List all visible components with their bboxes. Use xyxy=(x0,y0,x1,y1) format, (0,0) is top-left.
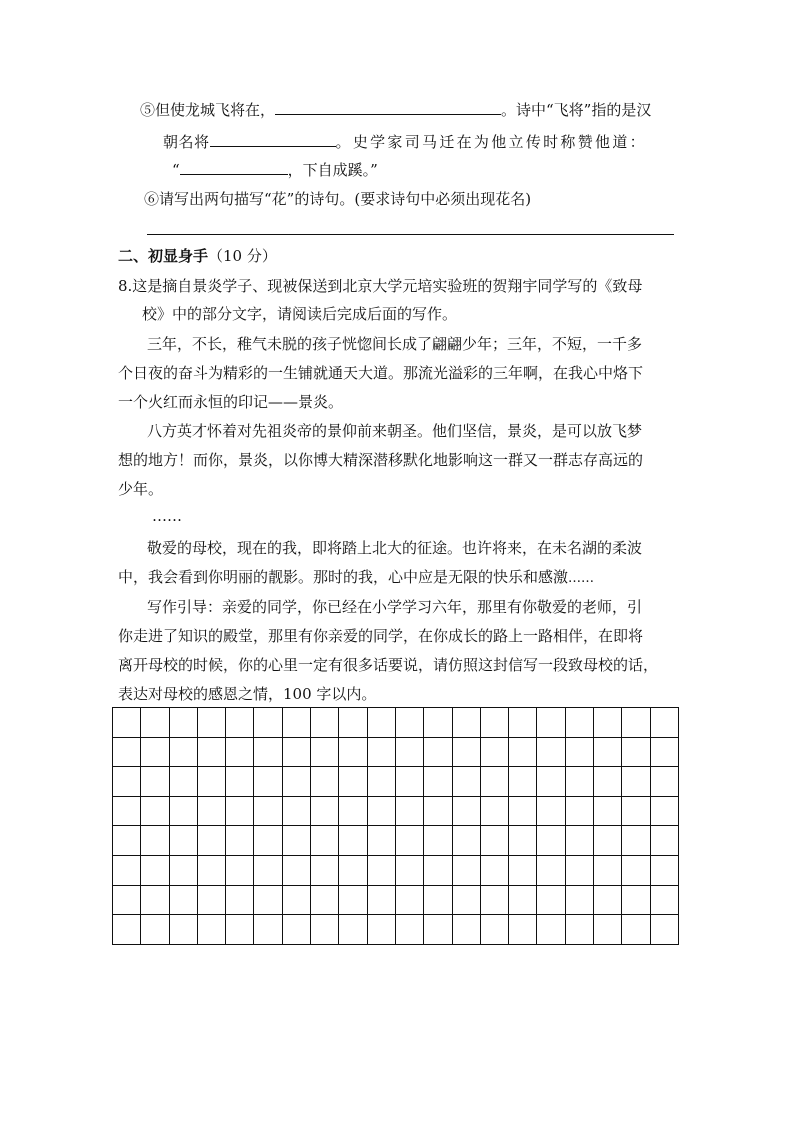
grid-cell[interactable] xyxy=(113,708,141,738)
grid-cell[interactable] xyxy=(141,767,169,797)
grid-cell[interactable] xyxy=(396,708,424,738)
q8-p1-2: 个日夜的奋斗为精彩的一生铺就通天大道。那流光溢彩的三年啊，在我心中烙下 xyxy=(118,364,644,382)
grid-cell[interactable] xyxy=(396,767,424,797)
grid-cell[interactable] xyxy=(481,797,509,827)
grid-cell[interactable] xyxy=(198,886,226,916)
grid-cell[interactable] xyxy=(651,826,679,856)
grid-cell[interactable] xyxy=(566,708,594,738)
grid-cell[interactable] xyxy=(170,826,198,856)
q5-line-2 xyxy=(163,132,647,152)
grid-cell[interactable] xyxy=(141,856,169,886)
grid-cell[interactable] xyxy=(424,856,452,886)
grid-cell[interactable] xyxy=(509,738,537,768)
grid-cell[interactable] xyxy=(368,915,396,945)
grid-cell[interactable] xyxy=(481,856,509,886)
q8-intro-2: 校》中的部分文字，请阅读后完成后面的写作。 xyxy=(142,305,458,323)
grid-cell[interactable] xyxy=(339,708,367,738)
grid-cell[interactable] xyxy=(141,708,169,738)
grid-cell[interactable] xyxy=(254,797,282,827)
grid-cell[interactable] xyxy=(113,826,141,856)
grid-cell[interactable] xyxy=(311,915,339,945)
grid-cell[interactable] xyxy=(453,915,481,945)
grid-cell[interactable] xyxy=(254,826,282,856)
grid-cell[interactable] xyxy=(226,886,254,916)
grid-cell[interactable] xyxy=(509,915,537,945)
grid-cell[interactable] xyxy=(622,826,650,856)
q8-guide-2: 你走进了知识的殿堂，那里有你亲爱的同学，在你成长的路上一路相伴，在即将 xyxy=(118,627,644,645)
grid-cell[interactable] xyxy=(198,915,226,945)
grid-cell[interactable] xyxy=(509,826,537,856)
q8-guide-1: 写作引导：亲爱的同学，你已经在小学学习六年，那里有你敬爱的老师，引 xyxy=(147,598,643,616)
grid-cell[interactable] xyxy=(254,767,282,797)
grid-cell[interactable] xyxy=(651,738,679,768)
grid-cell[interactable] xyxy=(651,886,679,916)
grid-cell[interactable] xyxy=(424,886,452,916)
grid-cell[interactable] xyxy=(594,856,622,886)
q8-intro-1: 8.这是摘自景炎学子、现被保送到北京大学元培实验班的贺翔宇同学写的《致母 xyxy=(118,277,643,295)
q5-mid: 。诗中“飞将”指的是汉 xyxy=(501,101,652,119)
grid-cell[interactable] xyxy=(537,767,565,797)
q5-blank-3[interactable] xyxy=(180,160,288,175)
grid-cell[interactable] xyxy=(424,738,452,768)
grid-cell[interactable] xyxy=(254,856,282,886)
grid-cell[interactable] xyxy=(537,856,565,886)
grid-cell[interactable] xyxy=(594,738,622,768)
grid-cell[interactable] xyxy=(509,708,537,738)
grid-cell[interactable] xyxy=(481,738,509,768)
grid-cell[interactable] xyxy=(198,767,226,797)
grid-cell[interactable] xyxy=(537,797,565,827)
grid-cell[interactable] xyxy=(283,738,311,768)
grid-cell[interactable] xyxy=(396,915,424,945)
grid-cell[interactable] xyxy=(566,915,594,945)
grid-cell[interactable] xyxy=(254,915,282,945)
grid-cell[interactable] xyxy=(453,708,481,738)
grid-cell[interactable] xyxy=(141,738,169,768)
grid-cell[interactable] xyxy=(339,886,367,916)
grid-cell[interactable] xyxy=(481,886,509,916)
grid-cell[interactable] xyxy=(170,708,198,738)
grid-cell[interactable] xyxy=(368,826,396,856)
grid-cell[interactable] xyxy=(198,856,226,886)
q5-line-3 xyxy=(172,160,378,180)
q8-p2-3: 少年。 xyxy=(118,480,164,498)
grid-cell[interactable] xyxy=(424,826,452,856)
grid-cell[interactable] xyxy=(283,915,311,945)
grid-cell[interactable] xyxy=(424,767,452,797)
grid-cell[interactable] xyxy=(170,738,198,768)
grid-cell[interactable] xyxy=(622,767,650,797)
grid-cell[interactable] xyxy=(254,886,282,916)
grid-cell[interactable] xyxy=(254,738,282,768)
grid-cell[interactable] xyxy=(651,797,679,827)
grid-cell[interactable] xyxy=(311,797,339,827)
q5-line3-open: “ xyxy=(172,161,180,179)
q5-blank-2[interactable] xyxy=(210,132,336,147)
grid-cell[interactable] xyxy=(226,915,254,945)
q8-guide-3: 离开母校的时候，你的心里一定有很多话要说，请仿照这封信写一段致母校的话， xyxy=(118,656,659,674)
grid-cell[interactable] xyxy=(622,797,650,827)
grid-cell[interactable] xyxy=(396,886,424,916)
grid-cell[interactable] xyxy=(339,797,367,827)
q6-answer-line[interactable] xyxy=(147,234,674,235)
grid-cell[interactable] xyxy=(509,797,537,827)
grid-cell[interactable] xyxy=(368,856,396,886)
grid-cell[interactable] xyxy=(283,797,311,827)
grid-cell[interactable] xyxy=(424,708,452,738)
grid-cell[interactable] xyxy=(311,826,339,856)
q5-line2-start: 朝名将 xyxy=(163,133,210,151)
grid-cell[interactable] xyxy=(283,767,311,797)
q5-line3-end: ，下自成蹊。” xyxy=(287,161,378,179)
grid-cell[interactable] xyxy=(537,886,565,916)
q8-ellipsis: …… xyxy=(152,507,182,525)
q8-p3-2 xyxy=(118,567,594,589)
grid-cell[interactable] xyxy=(594,826,622,856)
grid-cell[interactable] xyxy=(537,738,565,768)
grid-cell[interactable] xyxy=(339,738,367,768)
grid-cell[interactable] xyxy=(566,738,594,768)
q8-p1-3: 一个火红而永恒的印记——景炎。 xyxy=(118,393,344,411)
grid-cell[interactable] xyxy=(170,767,198,797)
grid-cell[interactable] xyxy=(339,767,367,797)
grid-cell[interactable] xyxy=(226,856,254,886)
q8-p1-1: 三年，不长，稚气未脱的孩子恍惚间长成了翩翩少年；三年，不短，一千多 xyxy=(147,335,643,353)
grid-cell[interactable] xyxy=(368,767,396,797)
grid-cell[interactable] xyxy=(254,708,282,738)
grid-cell[interactable] xyxy=(113,797,141,827)
grid-cell[interactable] xyxy=(141,797,169,827)
q8-p3-2-text: 中，我会看到你明丽的靓影。那时的我，心中应是无限的快乐和感激 xyxy=(118,568,569,586)
grid-cell[interactable] xyxy=(481,826,509,856)
q5-line-1 xyxy=(140,100,651,120)
grid-cell[interactable] xyxy=(141,886,169,916)
grid-cell[interactable] xyxy=(481,915,509,945)
grid-cell[interactable] xyxy=(198,738,226,768)
grid-cell[interactable] xyxy=(283,886,311,916)
grid-cell[interactable] xyxy=(368,738,396,768)
grid-cell[interactable] xyxy=(368,708,396,738)
grid-cell[interactable] xyxy=(226,738,254,768)
grid-cell[interactable] xyxy=(594,915,622,945)
grid-cell[interactable] xyxy=(594,708,622,738)
grid-cell[interactable] xyxy=(622,738,650,768)
section2-title: 二、初显身手 xyxy=(118,247,209,265)
section2-heading xyxy=(118,246,277,266)
grid-cell[interactable] xyxy=(566,856,594,886)
grid-cell[interactable] xyxy=(396,826,424,856)
grid-cell[interactable] xyxy=(481,708,509,738)
section2-points: （10 分） xyxy=(208,247,277,265)
grid-cell[interactable] xyxy=(396,797,424,827)
grid-cell[interactable] xyxy=(141,826,169,856)
grid-cell[interactable] xyxy=(198,708,226,738)
grid-cell[interactable] xyxy=(170,856,198,886)
grid-cell[interactable] xyxy=(537,915,565,945)
grid-cell[interactable] xyxy=(594,886,622,916)
grid-cell[interactable] xyxy=(453,738,481,768)
grid-cell[interactable] xyxy=(339,915,367,945)
grid-cell[interactable] xyxy=(339,826,367,856)
grid-cell[interactable] xyxy=(198,826,226,856)
q5-blank-1[interactable] xyxy=(275,100,501,115)
grid-cell[interactable] xyxy=(622,886,650,916)
grid-cell[interactable] xyxy=(537,826,565,856)
grid-cell[interactable] xyxy=(226,826,254,856)
grid-cell[interactable] xyxy=(651,708,679,738)
grid-cell[interactable] xyxy=(311,738,339,768)
grid-cell[interactable] xyxy=(113,767,141,797)
q8-guide-4: 表达对母校的感恩之情，100 字以内。 xyxy=(118,685,377,703)
grid-cell[interactable] xyxy=(453,797,481,827)
grid-cell[interactable] xyxy=(566,797,594,827)
grid-cell[interactable] xyxy=(453,767,481,797)
q8-p3-2-tail: …… xyxy=(568,571,595,586)
grid-cell[interactable] xyxy=(651,915,679,945)
grid-cell[interactable] xyxy=(594,767,622,797)
grid-cell[interactable] xyxy=(141,915,169,945)
q8-p2-1: 八方英才怀着对先祖炎帝的景仰前来朝圣。他们坚信，景炎，是可以放飞梦 xyxy=(147,422,643,440)
grid-cell[interactable] xyxy=(651,767,679,797)
writing-grid xyxy=(112,707,679,945)
grid-cell[interactable] xyxy=(368,797,396,827)
grid-cell[interactable] xyxy=(537,708,565,738)
grid-cell[interactable] xyxy=(311,856,339,886)
grid-cell[interactable] xyxy=(170,797,198,827)
q5-line2-end: 。史学家司马迁在为他立传时称赞他道： xyxy=(335,133,647,151)
grid-cell[interactable] xyxy=(226,708,254,738)
grid-cell[interactable] xyxy=(226,797,254,827)
grid-cell[interactable] xyxy=(170,915,198,945)
grid-cell[interactable] xyxy=(311,708,339,738)
grid-cell[interactable] xyxy=(311,886,339,916)
grid-cell[interactable] xyxy=(453,826,481,856)
grid-cell[interactable] xyxy=(424,797,452,827)
grid-cell[interactable] xyxy=(283,826,311,856)
grid-cell[interactable] xyxy=(566,826,594,856)
grid-cell[interactable] xyxy=(113,886,141,916)
q6-prompt: ⑥请写出两句描写“花”的诗句。(要求诗句中必须出现花名) xyxy=(144,190,532,208)
grid-cell[interactable] xyxy=(424,915,452,945)
grid-cell[interactable] xyxy=(311,767,339,797)
grid-cell[interactable] xyxy=(396,738,424,768)
grid-cell[interactable] xyxy=(396,856,424,886)
grid-cell[interactable] xyxy=(170,886,198,916)
grid-cell[interactable] xyxy=(509,767,537,797)
grid-cell[interactable] xyxy=(622,708,650,738)
grid-cell[interactable] xyxy=(566,767,594,797)
grid-cell[interactable] xyxy=(113,738,141,768)
grid-cell[interactable] xyxy=(283,856,311,886)
q8-p2-2: 想的地方！而你，景炎，以你博大精深潜移默化地影响这一群又一群志存高远的 xyxy=(118,451,644,469)
grid-cell[interactable] xyxy=(481,767,509,797)
grid-cell[interactable] xyxy=(566,886,594,916)
grid-cell[interactable] xyxy=(113,915,141,945)
grid-cell[interactable] xyxy=(453,886,481,916)
q5-start: ⑤但使龙城飞将在， xyxy=(140,101,276,119)
q8-p3-1: 敬爱的母校，现在的我，即将踏上北大的征途。也许将来，在未名湖的柔波 xyxy=(147,539,643,557)
grid-cell[interactable] xyxy=(113,856,141,886)
grid-cell[interactable] xyxy=(339,856,367,886)
grid-cell[interactable] xyxy=(283,708,311,738)
grid-cell[interactable] xyxy=(594,797,622,827)
grid-cell[interactable] xyxy=(453,856,481,886)
grid-cell[interactable] xyxy=(509,856,537,886)
grid-cell[interactable] xyxy=(198,797,226,827)
grid-cell[interactable] xyxy=(622,856,650,886)
grid-cell[interactable] xyxy=(368,886,396,916)
grid-cell[interactable] xyxy=(651,856,679,886)
grid-cell[interactable] xyxy=(509,886,537,916)
grid-cell[interactable] xyxy=(622,915,650,945)
grid-cell[interactable] xyxy=(226,767,254,797)
